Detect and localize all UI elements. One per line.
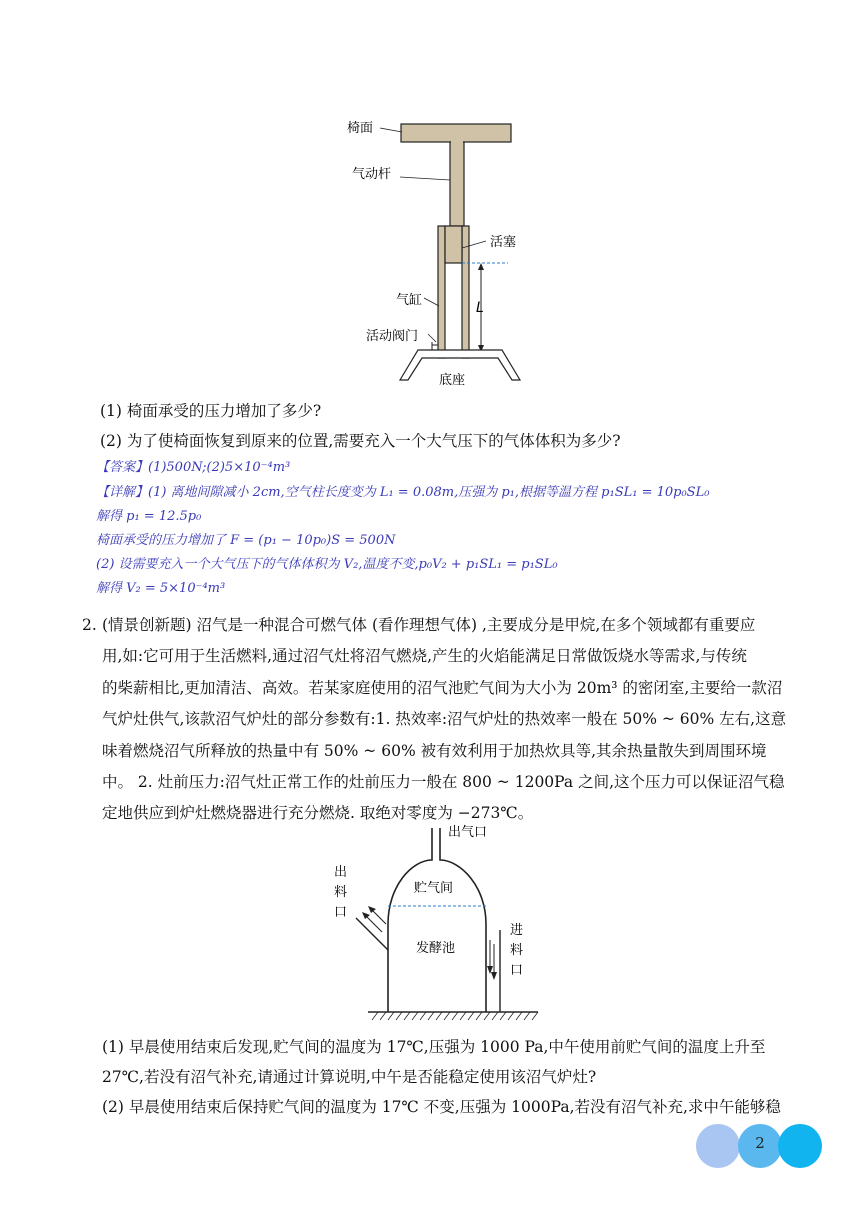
answer-line-4: 椅面承受的压力增加了 F = (p₁ − 10p₀)S = 500N [96, 533, 396, 548]
label-valve: 活动阀门 [366, 329, 419, 344]
label-liao: 料 [334, 885, 348, 900]
answer-line-2: 【详解】(1) 离地间隙减小 2cm,空气柱长度变为 L₁ = 0.08m,压强为 p₁,根据等温方程 p₁SL₁ = 10p₀SL₀ [96, 485, 710, 500]
page-number: 2 [755, 1134, 765, 1152]
answer-line-1: 【答案】(1)500N;(2)5×10⁻⁴m³ [96, 460, 291, 475]
label-chu: 出 [334, 865, 348, 880]
cylinder-right-wall [462, 226, 469, 358]
answer-line-3: 解得 p₁ = 12.5p₀ [96, 509, 202, 524]
label-storage: 贮气间 [414, 881, 454, 896]
label-seat: 椅面 [347, 121, 374, 136]
q2-line-2: 用,如:它可用于生活燃料,通过沼气灶将沼气燃烧,产生的火焰能满足日常做饭烧水等需求,与传统 [102, 647, 747, 665]
q2-sub-line-1: (1) 早晨使用结束后发现,贮气间的温度为 17℃,压强为 1000 Pa,中午使用前贮气间的温度上升至 [102, 1038, 766, 1056]
q2-line-4: 气炉灶供气,该款沼气炉灶的部分参数有:1. 热效率:沼气炉灶的热效率一般在 50% ~ 60% 左右,这意 [102, 710, 787, 728]
q2-line-6: 中。 2. 灶前压力:沼气灶正常工作的灶前压力一般在 800 ~ 1200Pa 之间,这个压力可以保证沼气稳 [102, 773, 785, 791]
figure-chair-cylinder [340, 110, 540, 390]
q2-line-3: 的柴薪相比,更加清洁、高效。若某家庭使用的沼气池贮气间为大小为 20m³ 的密闭室,主要给一款沼 [102, 679, 783, 697]
answer-line-5: (2) 设需要充入一个大气压下的气体体积为 V₂,温度不变,p₀V₂ + p₁SL₁ = p₁SL₀ [96, 557, 558, 572]
q2-sub-line-3: (2) 早晨使用结束后保持贮气间的温度为 17℃ 不变,压强为 1000Pa,若没有沼气补充,求中午能够稳 [102, 1098, 781, 1116]
q1-sub1: (1) 椅面承受的压力增加了多少? [100, 402, 322, 420]
label-piston: 活塞 [490, 235, 517, 250]
label-kou2: 口 [510, 963, 524, 978]
label-liao2: 料 [510, 943, 524, 958]
label-cylinder: 气缸 [396, 293, 423, 308]
q2-sub-line-2: 27℃,若没有沼气补充,请通过计算说明,中午是否能稳定使用该沼气炉灶? [102, 1068, 597, 1086]
q2-line-7: 定地供应到炉灶燃烧器进行充分燃烧. 取绝对零度为 −273℃。 [102, 804, 534, 822]
piston-shape [445, 226, 462, 263]
rod-shape [450, 142, 464, 226]
tank-outline [388, 828, 486, 1012]
label-base: 底座 [439, 373, 466, 388]
label-L: L [476, 300, 484, 316]
label-jin: 进 [510, 923, 524, 938]
answer-line-6: 解得 V₂ = 5×10⁻⁴m³ [96, 581, 226, 596]
page-circle-right [778, 1124, 822, 1168]
seat-shape [401, 124, 511, 142]
label-ferment: 发酵池 [416, 941, 456, 956]
page-circle-left [696, 1124, 740, 1168]
label-kou: 口 [334, 905, 348, 920]
label-outlet: 出气口 [448, 825, 488, 840]
q2-line-5: 味着燃烧沼气所释放的热量中有 50% ~ 60% 被有效利用于加热炊具等,其余热量散失到周围环境 [102, 742, 767, 760]
q2-line-1: (情景创新题) 沼气是一种混合可燃气体 (看作理想气体) ,主要成分是甲烷,在多个领域都有重要应 [102, 616, 756, 634]
cylinder-left-wall [438, 226, 445, 358]
label-rod: 气动杆 [352, 167, 392, 182]
q1-sub2: (2) 为了使椅面恢复到原来的位置,需要充入一个大气压下的气体体积为多少? [100, 432, 621, 450]
q2-number: 2. [82, 616, 97, 634]
figure-biogas-tank [328, 820, 548, 1026]
